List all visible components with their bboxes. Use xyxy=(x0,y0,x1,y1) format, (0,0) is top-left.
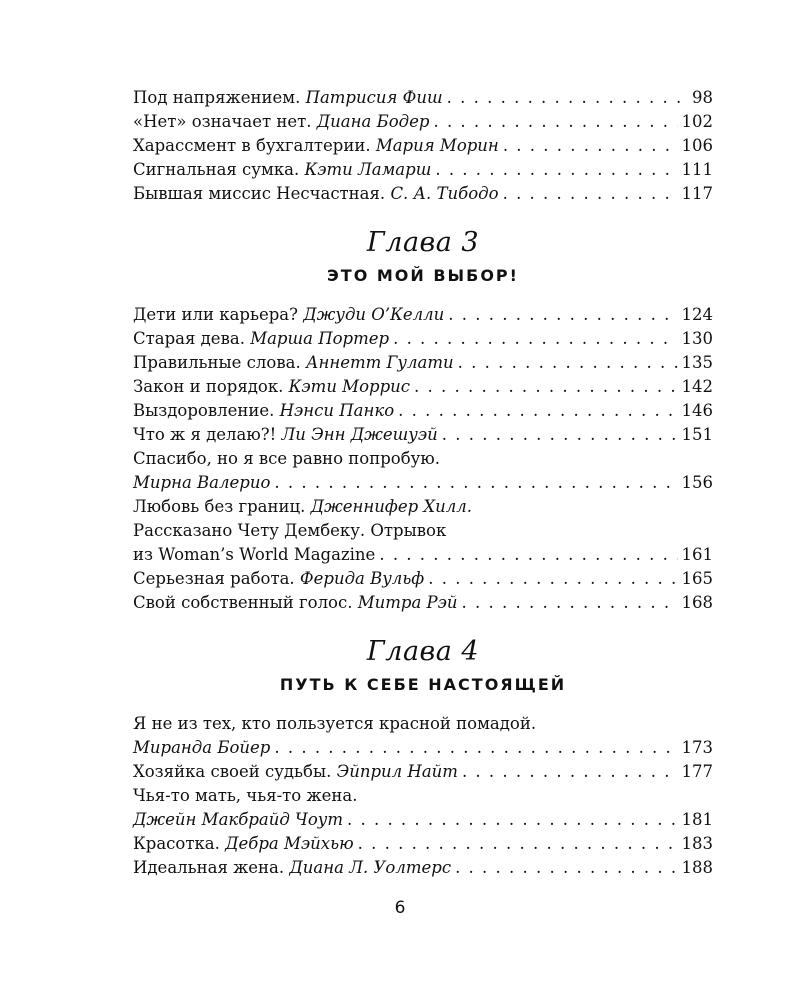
table-of-contents xyxy=(133,86,713,880)
entry-author: Митра Рэй xyxy=(357,593,458,612)
toc-entry-row xyxy=(133,110,713,134)
entry-author: Кэти Моррис xyxy=(288,377,411,396)
entry-page-number: 168 xyxy=(681,593,713,612)
dot-leader xyxy=(458,351,678,375)
toc-list-top xyxy=(133,86,713,206)
toc-entry-row xyxy=(133,351,713,375)
entry-page-number: 135 xyxy=(681,353,713,372)
dot-leader xyxy=(462,760,678,784)
entry-text xyxy=(133,327,389,351)
entry-page-number: 165 xyxy=(681,569,713,588)
entry-page-number: 130 xyxy=(681,329,713,348)
toc-entry-line xyxy=(133,495,713,519)
entry-title: Красотка. xyxy=(133,834,220,853)
entry-author: Миранда Бойер xyxy=(133,738,271,757)
toc-entry-row xyxy=(133,399,713,423)
dot-leader xyxy=(414,375,677,399)
entry-author: Патрисия Фиш xyxy=(305,88,443,107)
entry-title: Рассказано Чету Дембеку. Отрывок xyxy=(133,521,447,540)
toc-entry-row xyxy=(133,375,713,399)
entry-page-number: 177 xyxy=(681,762,713,781)
entry-text xyxy=(133,134,499,158)
entry-page-number: 183 xyxy=(681,834,713,853)
dot-leader xyxy=(398,399,677,423)
toc-list-chapter-3 xyxy=(133,303,713,615)
entry-text xyxy=(133,182,499,206)
toc-entry xyxy=(133,591,713,615)
toc-entry xyxy=(133,327,713,351)
entry-text xyxy=(133,110,429,134)
entry-title: Что ж я делаю?! xyxy=(133,425,277,444)
entry-author: Дебра Мэйхью xyxy=(225,834,354,853)
entry-text xyxy=(133,471,270,495)
dot-leader xyxy=(455,856,677,880)
toc-entry xyxy=(133,760,713,784)
toc-entry-line xyxy=(133,784,713,808)
toc-entry-row xyxy=(133,591,713,615)
toc-entry-row xyxy=(133,856,713,880)
entry-title: Бывшая миссис Несчастная. xyxy=(133,184,386,203)
entry-page-number: 181 xyxy=(681,810,713,829)
entry-title: Хозяйка своей судьбы. xyxy=(133,762,332,781)
entry-text xyxy=(133,423,438,447)
chapter-3-subtitle: ЭТО МОЙ ВЫБОР! xyxy=(327,266,519,285)
entry-title: Старая дева. xyxy=(133,329,245,348)
dot-leader xyxy=(379,543,677,567)
entry-title: Харассмент в бухгалтерии. xyxy=(133,136,371,155)
entry-title: Сигнальная сумка. xyxy=(133,160,300,179)
entry-page-number: 151 xyxy=(681,425,713,444)
dot-leader xyxy=(503,134,678,158)
entry-author: С. А. Тибодо xyxy=(390,184,499,203)
toc-entry-row xyxy=(133,736,713,760)
entry-text xyxy=(133,303,444,327)
toc-entry xyxy=(133,375,713,399)
toc-entry-row xyxy=(133,808,713,832)
entry-title: «Нет» означает нет. xyxy=(133,112,312,131)
toc-entry xyxy=(133,158,713,182)
toc-entry-row xyxy=(133,832,713,856)
chapter-3-label: Глава 3 xyxy=(366,227,480,258)
entry-page-number: 98 xyxy=(692,88,713,107)
entry-author: Ли Энн Джешуэй xyxy=(281,425,438,444)
dot-leader xyxy=(462,591,678,615)
toc-entry-row xyxy=(133,182,713,206)
entry-page-number: 188 xyxy=(681,858,713,877)
entry-author: Диана Л. Уолтерс xyxy=(289,858,452,877)
entry-author: Аннетт Гулати xyxy=(305,353,454,372)
dot-leader xyxy=(503,182,678,206)
dot-leader xyxy=(274,736,677,760)
entry-text xyxy=(133,591,458,615)
toc-entry-row xyxy=(133,543,713,567)
entry-title: Любовь без границ. xyxy=(133,497,306,516)
entry-text xyxy=(133,567,424,591)
entry-title: Дети или карьера? xyxy=(133,305,298,324)
chapter-4-subtitle: ПУТЬ К СЕБЕ НАСТОЯЩЕЙ xyxy=(279,675,567,694)
entry-text xyxy=(133,760,458,784)
toc-entry xyxy=(133,567,713,591)
toc-entry xyxy=(133,182,713,206)
toc-entry xyxy=(133,423,713,447)
toc-entry-row xyxy=(133,327,713,351)
entry-text xyxy=(133,399,394,423)
entry-title: Спасибо, но я все равно попробую. xyxy=(133,449,440,468)
entry-text xyxy=(133,375,410,399)
toc-entry-line xyxy=(133,519,713,543)
entry-title: Свой собственный голос. xyxy=(133,593,353,612)
dot-leader xyxy=(358,832,678,856)
entry-title: Выздоровление. xyxy=(133,401,275,420)
entry-text xyxy=(133,832,354,856)
toc-entry xyxy=(133,399,713,423)
dot-leader xyxy=(274,471,677,495)
toc-entry-row xyxy=(133,471,713,495)
entry-text xyxy=(133,856,451,880)
toc-entry xyxy=(133,110,713,134)
entry-page-number: 102 xyxy=(681,112,713,131)
entry-page-number: 173 xyxy=(681,738,713,757)
entry-author: Диана Бодер xyxy=(316,112,430,131)
toc-entry-line xyxy=(133,712,713,736)
entry-text xyxy=(133,86,443,110)
entry-title: Под напряжением. xyxy=(133,88,301,107)
toc-entry xyxy=(133,712,713,760)
dot-leader xyxy=(435,158,677,182)
entry-author: Мария Морин xyxy=(375,136,499,155)
toc-entry xyxy=(133,86,713,110)
toc-entry xyxy=(133,784,713,832)
toc-entry xyxy=(133,856,713,880)
entry-title: из Woman’s World Magazine xyxy=(133,545,376,564)
toc-entry-line xyxy=(133,447,713,471)
entry-author: Нэнси Панко xyxy=(279,401,395,420)
entry-text xyxy=(133,736,270,760)
page-number: 6 xyxy=(394,898,406,918)
toc-entry xyxy=(133,303,713,327)
toc-entry xyxy=(133,832,713,856)
dot-leader xyxy=(442,423,678,447)
toc-entry xyxy=(133,495,713,567)
toc-list-chapter-4 xyxy=(133,712,713,880)
entry-text xyxy=(133,158,431,182)
entry-author: Кэти Ламарш xyxy=(304,160,432,179)
entry-title: Закон и порядок. xyxy=(133,377,284,396)
entry-author: Дженнифер Хилл. xyxy=(310,497,473,516)
toc-entry xyxy=(133,447,713,495)
entry-page-number: 117 xyxy=(681,184,713,203)
entry-text xyxy=(133,543,375,567)
entry-page-number: 146 xyxy=(681,401,713,420)
entry-title: Чья-то мать, чья-то жена. xyxy=(133,786,358,805)
toc-entry xyxy=(133,134,713,158)
dot-leader xyxy=(433,110,677,134)
dot-leader xyxy=(447,86,688,110)
chapter-3-heading xyxy=(133,228,713,285)
toc-entry-row xyxy=(133,158,713,182)
toc-entry-row xyxy=(133,423,713,447)
dot-leader xyxy=(428,567,677,591)
entry-title: Правильные слова. xyxy=(133,353,301,372)
toc-entry xyxy=(133,351,713,375)
chapter-4-heading xyxy=(133,637,713,694)
toc-entry-row xyxy=(133,86,713,110)
entry-page-number: 142 xyxy=(681,377,713,396)
entry-title: Я не из тех, кто пользуется красной помадой. xyxy=(133,714,537,733)
toc-entry-row xyxy=(133,303,713,327)
toc-entry-row xyxy=(133,760,713,784)
entry-text xyxy=(133,351,454,375)
entry-text xyxy=(133,808,343,832)
dot-leader xyxy=(393,327,677,351)
entry-page-number: 161 xyxy=(681,545,713,564)
toc-entry-row xyxy=(133,134,713,158)
entry-author: Ферида Вульф xyxy=(299,569,425,588)
entry-author: Мирна Валерио xyxy=(133,473,271,492)
entry-page-number: 156 xyxy=(681,473,713,492)
entry-page-number: 111 xyxy=(681,160,713,179)
dot-leader xyxy=(347,808,678,832)
entry-title: Серьезная работа. xyxy=(133,569,295,588)
entry-title: Идеальная жена. xyxy=(133,858,285,877)
toc-entry-row xyxy=(133,567,713,591)
chapter-4-label: Глава 4 xyxy=(366,636,480,667)
entry-author: Джуди О’Келли xyxy=(303,305,445,324)
entry-author: Джейн Макбрайд Чоут xyxy=(133,810,343,829)
entry-author: Марша Портер xyxy=(250,329,390,348)
entry-page-number: 106 xyxy=(681,136,713,155)
dot-leader xyxy=(448,303,677,327)
entry-author: Эйприл Найт xyxy=(336,762,458,781)
entry-page-number: 124 xyxy=(681,305,713,324)
